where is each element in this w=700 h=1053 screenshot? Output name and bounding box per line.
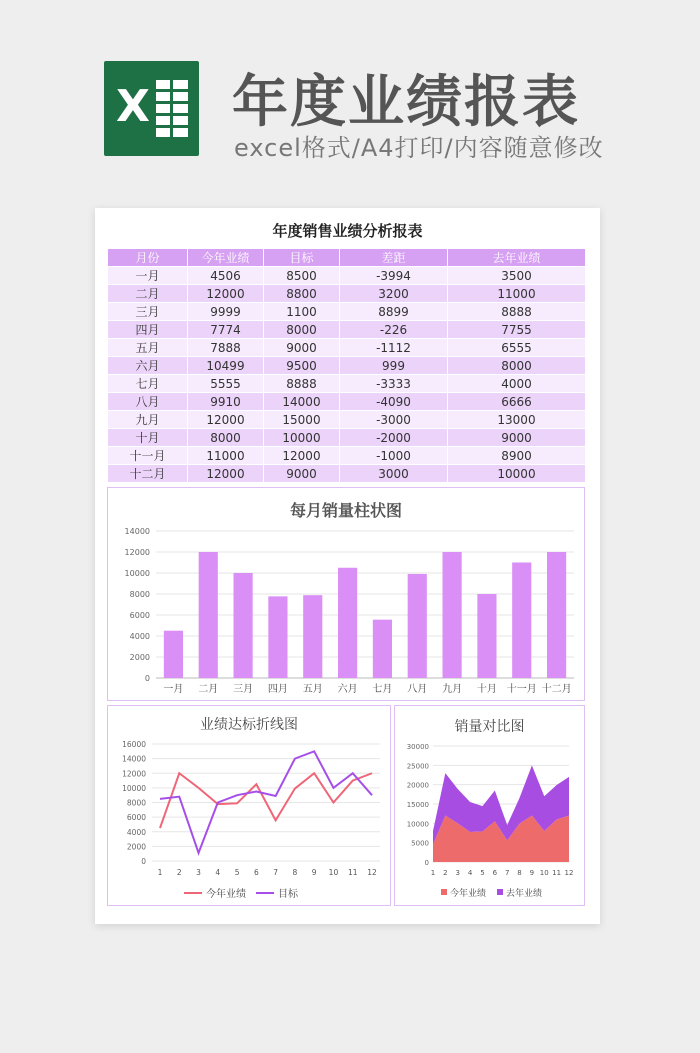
table-cell: 9910 [188, 393, 264, 411]
x-tick-label: 一月 [163, 684, 184, 695]
column-header: 目标 [264, 249, 340, 267]
table-cell: 1100 [264, 303, 340, 321]
bar-chart-title: 每月销量柱状图 [289, 501, 402, 520]
x-tick-label: 6 [492, 869, 498, 877]
x-tick-label: 3 [455, 869, 460, 877]
y-tick-label: 0 [144, 674, 150, 683]
table-cell: 5555 [188, 375, 264, 393]
table-cell: 一月 [108, 267, 188, 285]
y-tick-label: 2000 [129, 653, 150, 662]
table-cell: 8888 [264, 375, 340, 393]
bar [199, 552, 218, 678]
y-tick-label: 12000 [124, 548, 150, 557]
table-cell: 八月 [108, 393, 188, 411]
x-tick-label: 8 [517, 869, 522, 877]
y-tick-label: 10000 [122, 783, 146, 793]
excel-logo-icon [104, 61, 199, 156]
table-row [108, 285, 586, 303]
y-tick-label: 4000 [129, 632, 150, 641]
legend-label: 今年业绩 [450, 889, 487, 899]
x-tick-label: 8 [292, 868, 298, 877]
x-tick-label: 十月 [476, 684, 497, 695]
table-row [108, 267, 586, 285]
excel-logo-letter: X [116, 81, 150, 132]
x-tick-label: 十一月 [506, 684, 537, 695]
column-header: 去年业绩 [448, 249, 586, 267]
table-cell: 四月 [108, 321, 188, 339]
table-cell: 8900 [448, 447, 586, 465]
y-tick-label: 10000 [124, 569, 150, 578]
page-subtitle: excel格式/A4打印/内容随意修改 [234, 134, 604, 162]
table-cell: -2000 [340, 429, 448, 447]
x-tick-label: 4 [215, 868, 221, 877]
table-cell: 11000 [188, 447, 264, 465]
table-cell: 999 [340, 357, 448, 375]
bar [164, 631, 183, 678]
table-cell: 8899 [340, 303, 448, 321]
legend-swatch [441, 889, 447, 895]
x-tick-label: 4 [467, 869, 473, 877]
x-tick-label: 八月 [407, 684, 428, 695]
table-cell: 七月 [108, 375, 188, 393]
bar [303, 595, 322, 678]
table-cell: 7888 [188, 339, 264, 357]
line-chart-title: 业绩达标折线图 [200, 717, 298, 733]
y-tick-label: 10000 [406, 820, 429, 829]
y-tick-label: 6000 [126, 813, 146, 823]
x-tick-label: 四月 [267, 684, 288, 695]
bar [512, 563, 531, 679]
table-cell: 8800 [264, 285, 340, 303]
table-cell: 7755 [448, 321, 586, 339]
legend-label: 去年业绩 [506, 889, 543, 899]
table-cell: 3500 [448, 267, 586, 285]
y-tick-label: 4000 [126, 827, 146, 837]
area-chart-panel [394, 705, 585, 906]
report-sheet [95, 208, 600, 924]
table-row [108, 393, 586, 411]
x-tick-label: 2 [176, 868, 182, 877]
page-title: 年度业绩报表 [232, 70, 580, 135]
y-tick-label: 8000 [126, 798, 146, 808]
legend-label: 目标 [278, 889, 298, 900]
table-cell: 九月 [108, 411, 188, 429]
y-tick-label: 12000 [122, 769, 146, 779]
y-tick-label: 30000 [406, 743, 429, 751]
bar [234, 573, 253, 678]
table-row [108, 375, 586, 393]
table-cell: 3200 [340, 285, 448, 303]
bar [338, 568, 357, 678]
bar [373, 620, 392, 678]
table-row [108, 321, 586, 339]
x-tick-label: 2 [443, 869, 448, 877]
table-cell: 十月 [108, 429, 188, 447]
x-tick-label: 十二月 [541, 684, 572, 695]
x-tick-label: 1 [430, 869, 436, 877]
x-tick-label: 5 [234, 868, 240, 877]
table-cell: 6555 [448, 339, 586, 357]
x-tick-label: 6 [253, 868, 259, 877]
table-cell: 10000 [448, 465, 586, 483]
x-tick-label: 三月 [233, 684, 254, 695]
x-tick-label: 二月 [198, 684, 219, 695]
area-chart-title: 销量对比图 [454, 719, 525, 735]
y-tick-label: 0 [141, 857, 146, 866]
table-row [108, 465, 586, 483]
series-line [160, 773, 372, 828]
table-cell: 9500 [264, 357, 340, 375]
x-tick-label: 7 [273, 868, 279, 877]
x-tick-label: 1 [157, 868, 163, 877]
column-header: 差距 [340, 249, 448, 267]
bar [408, 574, 427, 678]
table-row [108, 357, 586, 375]
table-cell: 13000 [448, 411, 586, 429]
table-cell: -4090 [340, 393, 448, 411]
y-tick-label: 2000 [126, 842, 146, 852]
table-cell: -1000 [340, 447, 448, 465]
line-chart-panel [107, 705, 391, 906]
table-cell: 11000 [448, 285, 586, 303]
x-tick-label: 11 [552, 869, 562, 877]
table-cell: 9999 [188, 303, 264, 321]
x-tick-label: 11 [347, 868, 358, 877]
area-chart [395, 706, 584, 905]
sales-table [107, 248, 586, 483]
column-header: 月份 [108, 249, 188, 267]
table-cell: 9000 [448, 429, 586, 447]
bar [547, 552, 566, 678]
table-cell: 9000 [264, 339, 340, 357]
column-header: 今年业绩 [188, 249, 264, 267]
legend-label: 今年业绩 [206, 889, 246, 900]
table-row [108, 303, 586, 321]
y-tick-label: 16000 [122, 740, 146, 749]
table-cell: -3000 [340, 411, 448, 429]
bar [477, 594, 496, 678]
table-cell: 6666 [448, 393, 586, 411]
x-tick-label: 九月 [442, 684, 463, 695]
table-cell: 8000 [188, 429, 264, 447]
x-tick-label: 9 [311, 868, 317, 877]
table-cell: -3333 [340, 375, 448, 393]
table-cell: 10499 [188, 357, 264, 375]
table-cell: 十一月 [108, 447, 188, 465]
table-cell: 十二月 [108, 465, 188, 483]
spreadsheet-grid-icon [156, 79, 188, 137]
table-cell: 4000 [448, 375, 586, 393]
table-cell: 12000 [264, 447, 340, 465]
table-cell: 15000 [264, 411, 340, 429]
table-cell: 9000 [264, 465, 340, 483]
x-tick-label: 五月 [302, 684, 323, 695]
table-cell: 4506 [188, 267, 264, 285]
x-tick-label: 10 [328, 868, 339, 877]
table-cell: 二月 [108, 285, 188, 303]
table-cell: 8888 [448, 303, 586, 321]
x-tick-label: 9 [529, 869, 535, 877]
table-cell: 三月 [108, 303, 188, 321]
y-tick-label: 14000 [122, 754, 146, 764]
x-tick-label: 12 [564, 869, 574, 877]
table-row [108, 411, 586, 429]
table-cell: 7774 [188, 321, 264, 339]
table-cell: 五月 [108, 339, 188, 357]
table-cell: 8000 [264, 321, 340, 339]
x-tick-label: 5 [480, 869, 485, 877]
table-row [108, 447, 586, 465]
table-cell: -1112 [340, 339, 448, 357]
y-tick-label: 20000 [406, 781, 429, 790]
table-cell: 12000 [188, 285, 264, 303]
y-tick-label: 6000 [129, 611, 150, 620]
x-tick-label: 七月 [372, 684, 393, 695]
table-cell: -3994 [340, 267, 448, 285]
x-tick-label: 10 [539, 869, 549, 877]
x-tick-label: 7 [504, 869, 510, 877]
table-cell: -226 [340, 321, 448, 339]
table-cell: 8500 [264, 267, 340, 285]
bar [443, 552, 462, 678]
x-tick-label: 3 [196, 868, 201, 877]
table-cell: 六月 [108, 357, 188, 375]
bar-chart [108, 488, 584, 700]
table-cell: 12000 [188, 465, 264, 483]
page-header [0, 0, 700, 200]
y-tick-label: 8000 [129, 590, 150, 599]
table-row [108, 339, 586, 357]
table-body [108, 267, 586, 483]
y-tick-label: 0 [424, 859, 429, 867]
sheet-title: 年度销售业绩分析报表 [272, 222, 423, 240]
y-tick-label: 25000 [406, 762, 429, 771]
table-header-row [108, 249, 586, 267]
table-cell: 10000 [264, 429, 340, 447]
y-tick-label: 5000 [411, 839, 429, 848]
table-row [108, 429, 586, 447]
bar [268, 596, 287, 678]
line-chart [108, 706, 390, 905]
x-tick-label: 六月 [337, 684, 358, 695]
table-cell: 3000 [340, 465, 448, 483]
y-tick-label: 14000 [124, 527, 150, 536]
x-tick-label: 12 [367, 868, 377, 877]
bar-chart-panel [107, 487, 585, 701]
table-cell: 12000 [188, 411, 264, 429]
legend-swatch [497, 889, 503, 895]
table-cell: 14000 [264, 393, 340, 411]
table-cell: 8000 [448, 357, 586, 375]
y-tick-label: 15000 [406, 801, 429, 809]
